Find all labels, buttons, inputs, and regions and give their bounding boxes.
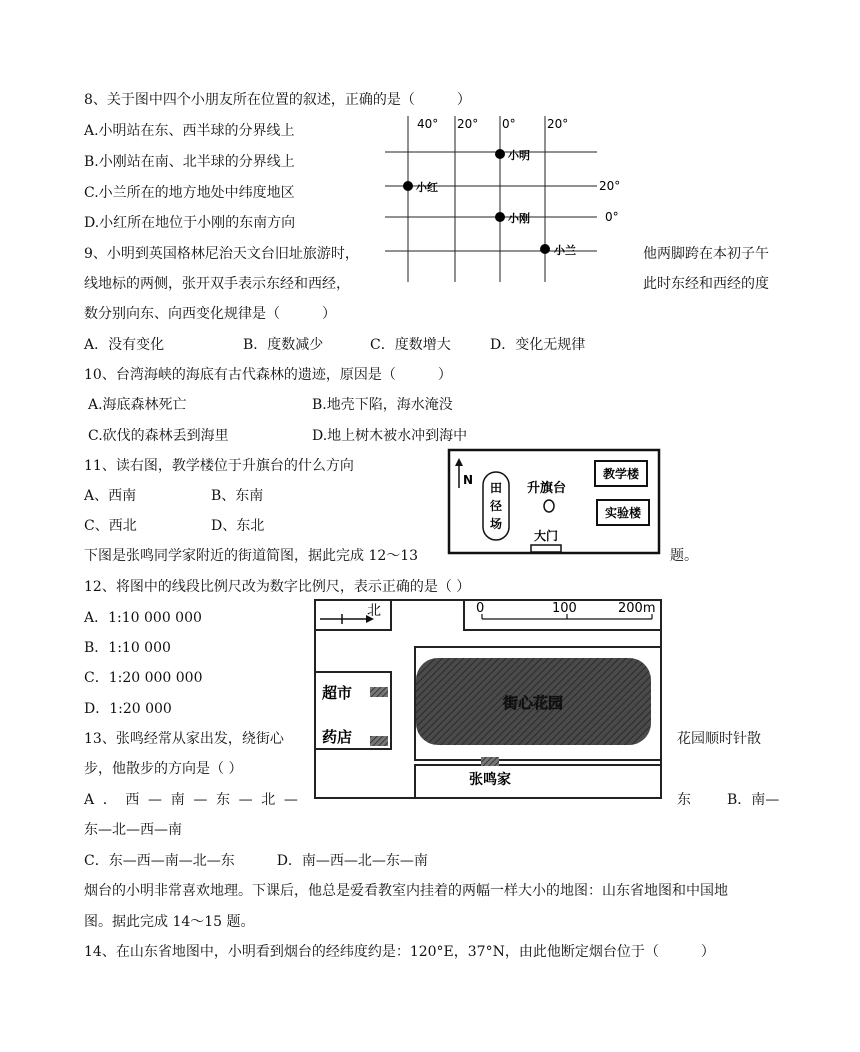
label-xiaoming: 小明 (508, 149, 530, 162)
q13-options-cd: C．东—西—南—北—东 D．南—西—北—东—南 (84, 853, 428, 869)
q9-option-d: D．变化无规律 (490, 337, 586, 353)
scale-label-100: 100 (552, 601, 577, 616)
q9-line2-left: 线地标的两侧，张开双手表示东经和西经， (84, 276, 350, 292)
q9-option-a: A．没有变化 (84, 337, 165, 353)
q8-option-d: D.小红所在地位于小刚的东南方向 (84, 215, 296, 231)
q10-option-c: C.砍伐的森林丢到海里 (88, 428, 229, 444)
flagpole-circle (544, 500, 554, 512)
q8-option-a: A.小明站在东、西半球的分界线上 (84, 123, 295, 139)
latlon-grid-figure (385, 112, 625, 284)
intro-12-13-right: 题。 (670, 548, 698, 564)
q13-line2-left: 步，他散步的方向是（ ） (84, 761, 243, 777)
q13-line1-left: 13、张鸣经常从家出发，绕街心 (84, 731, 284, 747)
q11-option-d: D、东北 (211, 518, 265, 534)
point-xiaolan (540, 244, 550, 254)
q13-option-b-start: B．南— (727, 792, 780, 808)
track-label-1: 田 (489, 481, 503, 495)
lon-label: 20° (457, 117, 479, 131)
lab-label: 实验楼 (604, 506, 642, 520)
school-map-figure (447, 448, 662, 558)
lon-label: 40° (417, 117, 439, 131)
teach-label: 教学楼 (602, 467, 640, 481)
lat-label: 20° (599, 179, 621, 193)
q11-option-b: B、东南 (211, 488, 264, 504)
intro-14-15-line2: 图。据此完成 14～15 题。 (84, 914, 255, 930)
q9-line3: 数分别向东、向西变化规律是（ ） (84, 306, 336, 322)
q12-option-c: C．1:20 000 000 (84, 670, 203, 686)
q13-option-b-end: 东—北—西—南 (84, 822, 182, 838)
q10-option-a: A.海底森林死亡 (88, 397, 187, 413)
point-xiaoming (495, 149, 505, 159)
q8-stem: 8、关于图中四个小朋友所在位置的叙述，正确的是（ ） (84, 92, 471, 108)
q13-option-a-end: 东 (677, 792, 691, 808)
gate-rect (531, 545, 561, 552)
lon-label: 0° (502, 117, 516, 131)
q11-option-a: A、西南 (84, 488, 137, 504)
q12-option-a: A．1:10 000 000 (84, 610, 202, 626)
q9-option-b: B．度数减少 (243, 337, 324, 353)
q10-option-b: B.地壳下陷，海水淹没 (312, 397, 453, 413)
q13-line1-right: 花园顺时针散 (677, 731, 761, 747)
q8-option-c: C.小兰所在的地方地处中纬度地区 (84, 185, 295, 201)
north-label: N (463, 473, 474, 487)
q9-option-c: C．度数增大 (370, 337, 451, 353)
q12-option-d: D．1:20 000 (84, 701, 172, 717)
track-label-2: 径 (489, 499, 503, 513)
q11-stem: 11、读右图，教学楼位于升旗台的什么方向 (84, 458, 354, 474)
home-label: 张鸣家 (469, 772, 511, 788)
q12-stem: 12、将图中的线段比例尺改为数字比例尺，表示正确的是（ ） (84, 579, 471, 595)
q11-option-c: C、西北 (84, 518, 137, 534)
street-map-figure (312, 597, 664, 801)
q13-option-a-spread: A ． 西 — 南 — 东 — 北 — (84, 792, 298, 808)
q14-stem: 14、在山东省地图中，小明看到烟台的经纬度约是：120°E，37°N，由此他断定烟台位于（ ） (84, 944, 715, 960)
q12-option-b: B．1:10 000 (84, 640, 171, 656)
garden-label: 街心花园 (502, 694, 564, 712)
label-xiaolan: 小兰 (554, 244, 576, 257)
label-xiaogang: 小刚 (508, 212, 530, 225)
lat-label: 0° (605, 210, 619, 224)
scale-label-0: 0 (476, 601, 485, 616)
north-label: 北 (367, 603, 381, 619)
q8-option-b: B.小刚站在南、北半球的分界线上 (84, 154, 295, 170)
market-label: 超市 (322, 684, 353, 702)
label-xiaohong: 小红 (416, 181, 438, 194)
point-xiaogang (495, 212, 505, 222)
lon-label: 20° (547, 117, 569, 131)
gate-label: 大门 (533, 529, 559, 543)
pharmacy-label: 药店 (322, 728, 353, 746)
intro-12-13-left: 下图是张鸣同学家附近的街道简图，据此完成 12～13 (84, 548, 419, 564)
q10-option-d: D.地上树木被水冲到海中 (312, 428, 468, 444)
q9-line1-left: 9、小明到英国格林尼治天文台旧址旅游时， (84, 246, 359, 262)
flag-label: 升旗台 (527, 481, 567, 496)
track-label-3: 场 (489, 517, 503, 531)
q10-stem: 10、台湾海峡的海底有古代森林的遗迹，原因是（ ） (84, 367, 452, 383)
q9-line2-right: 此时东经和西经的度 (643, 276, 769, 292)
intro-14-15-line1: 烟台的小明非常喜欢地理。下课后，他总是爱看教室内挂着的两幅一样大小的地图：山东省地图和中国地 (84, 883, 728, 899)
point-xiaohong (403, 181, 413, 191)
scale-label-200: 200m (618, 601, 656, 616)
q9-line1-right: 他两脚跨在本初子午 (643, 246, 769, 262)
